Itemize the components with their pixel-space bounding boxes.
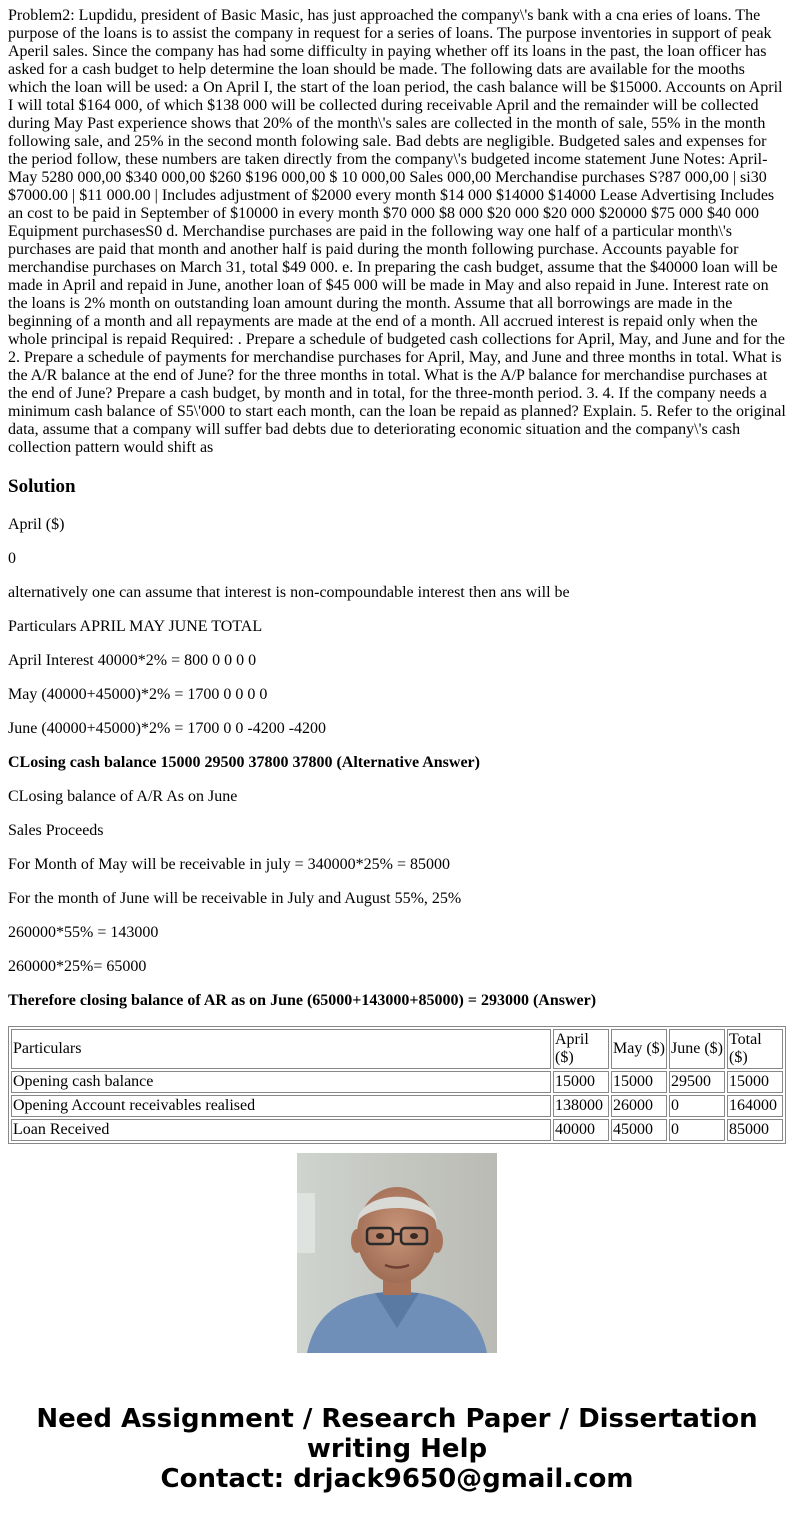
table-cell: 29500 — [669, 1071, 725, 1093]
solution-line: June (40000+45000)*2% = 1700 0 0 -4200 -4200 — [8, 720, 327, 737]
table-header-cell: April ($) — [553, 1029, 609, 1069]
solution-lines — [8, 516, 786, 1010]
author-avatar — [297, 1153, 497, 1353]
table-header-row — [11, 1029, 783, 1069]
table-header-cell: Particulars — [11, 1029, 551, 1069]
solution-line: May (40000+45000)*2% = 1700 0 0 0 0 — [8, 686, 268, 703]
solution-line: alternatively one can assume that interest is non-compoundable interest then ans will be — [8, 584, 570, 601]
table-cell: Opening Account receivables realised — [11, 1095, 551, 1117]
solution-line: Therefore closing balance of AR as on June (65000+143000+85000) = 293000 (Answer) — [8, 992, 597, 1009]
table-cell: 0 — [669, 1119, 725, 1141]
footer-line-1: Need Assignment / Research Paper / Dissertation — [36, 1404, 758, 1434]
promo-footer — [0, 1404, 794, 1494]
solution-line: For Month of May will be receivable in july = 340000*25% = 85000 — [8, 856, 450, 873]
solution-line: 260000*25%= 65000 — [8, 958, 147, 975]
footer-line-2: writing Help — [306, 1434, 488, 1464]
table-cell: 40000 — [553, 1119, 609, 1141]
table-cell: 15000 — [553, 1071, 609, 1093]
author-photo — [297, 1153, 497, 1353]
table-cell: 26000 — [611, 1095, 667, 1117]
solution-line: 0 — [8, 550, 16, 567]
solution-line: April ($) — [8, 516, 65, 533]
table-row — [11, 1071, 783, 1093]
solution-line: CLosing cash balance 15000 29500 37800 37800 (Alternative Answer) — [8, 754, 480, 771]
table-cell: 164000 — [727, 1095, 783, 1117]
cash-budget-table — [8, 1026, 786, 1144]
solution-line: April Interest 40000*2% = 800 0 0 0 0 — [8, 652, 257, 669]
solution-line: Sales Proceeds — [8, 822, 104, 839]
solution-line: CLosing balance of A/R As on June — [8, 788, 238, 805]
cash-budget-table-wrapper — [8, 1026, 786, 1138]
document-body — [8, 7, 786, 1026]
footer-contact: Contact: drjack9650@gmail.com — [160, 1464, 634, 1494]
table-cell: 15000 — [611, 1071, 667, 1093]
table-cell: Opening cash balance — [11, 1071, 551, 1093]
table-row — [11, 1095, 783, 1117]
table-cell: Loan Received — [11, 1119, 551, 1141]
table-header-cell: May ($) — [611, 1029, 667, 1069]
table-cell: 138000 — [553, 1095, 609, 1117]
table-cell: 15000 — [727, 1071, 783, 1093]
table-cell: 85000 — [727, 1119, 783, 1141]
solution-line: Particulars APRIL MAY JUNE TOTAL — [8, 618, 263, 635]
problem-text: Problem2: Lupdidu, president of Basic Masic, has just approached the company\'s bank with a cna eries of loans. The purpose of the loans is to assist the company in request for a series of loans. The purpose inventories in support of peak Aperil sales. Since the company has had some difficulty in paying whether off its loans in the past, the loan officer has asked for a cash budget to help determine the loan should be made. The following dats are available for the mooths which the loan will be used: a On April I, the start of the loan period, the cash balance will be $15000. Accounts on April I will total $164 000, of which $138 000 will be collected during receivable April and the remainder will be collected during May Past experience shows that 20% of the month\'s sales are collected in the month of sale, 55% in the month following sale, and 25% in the second month folowing sale. Bad debts are negligible. Budgeted sales and expenses for the period follow, these numbers are taken directly from the company\'s budgeted income statement June Notes: April-May 5280 000,00 $340 000,00 $260 $196 000,00 $ 10 000,00 Sales 000,00 Merchandise purchases S?87 000,00 | si30 $7000.00 | $11 000.00 | Includes adjustment of $2000 every month $14 000 $14000 $14000 Lease Advertising Includes an cost to be paid in September of $10000 in every month $70 000 $8 000 $20 000 $20 000 $20000 $75 000 $40 000 Equipment purchasesS0 d. Merchandise purchases are paid in the following way one half of a particular month\'s purchases are paid that month and another half is paid during the month following purchase. Accounts payable for merchandise purchases on March 31, total $49 000. e. In preparing the cash budget, assume that the $40000 loan will be made in April and repaid in June, another loan of $45 000 will be made in May and also repaid in June. Interest rate on the loans is 2% month on outstanding loan amount during the month. Assume that all borrowings are made in the beginning of a month and all repayments are made at the end of a month. All accrued interest is repaid only when the whole principal is repaid Required: . Prepare a schedule of budgeted cash collections for April, May, and June and for the 2. Prepare a schedule of payments for merchandise purchases for April, May, and June and three months in total. What is the A/R balance at the end of June? for the three months in total. What is the A/P balance for merchandise purchases at the end of June? Prepare a cash budget, by month and in total, for the three-month period. 3. 4. If the company needs a minimum cash balance of S5\'000 to start each month, can the loan be repaid as planned? Explain. 5. Refer to the original data, assume that a company will suffer bad debts due to deteriorating economic situation and the company\'s cash collection pattern would shift as — [8, 7, 786, 456]
table-cell: 45000 — [611, 1119, 667, 1141]
table-header-cell: Total ($) — [727, 1029, 783, 1069]
solution-line: For the month of June will be receivable in July and August 55%, 25% — [8, 890, 462, 907]
table-row — [11, 1119, 783, 1141]
table-cell: 0 — [669, 1095, 725, 1117]
solution-line: 260000*55% = 143000 — [8, 924, 159, 941]
solution-heading: Solution — [8, 476, 76, 497]
table-header-cell: June ($) — [669, 1029, 725, 1069]
